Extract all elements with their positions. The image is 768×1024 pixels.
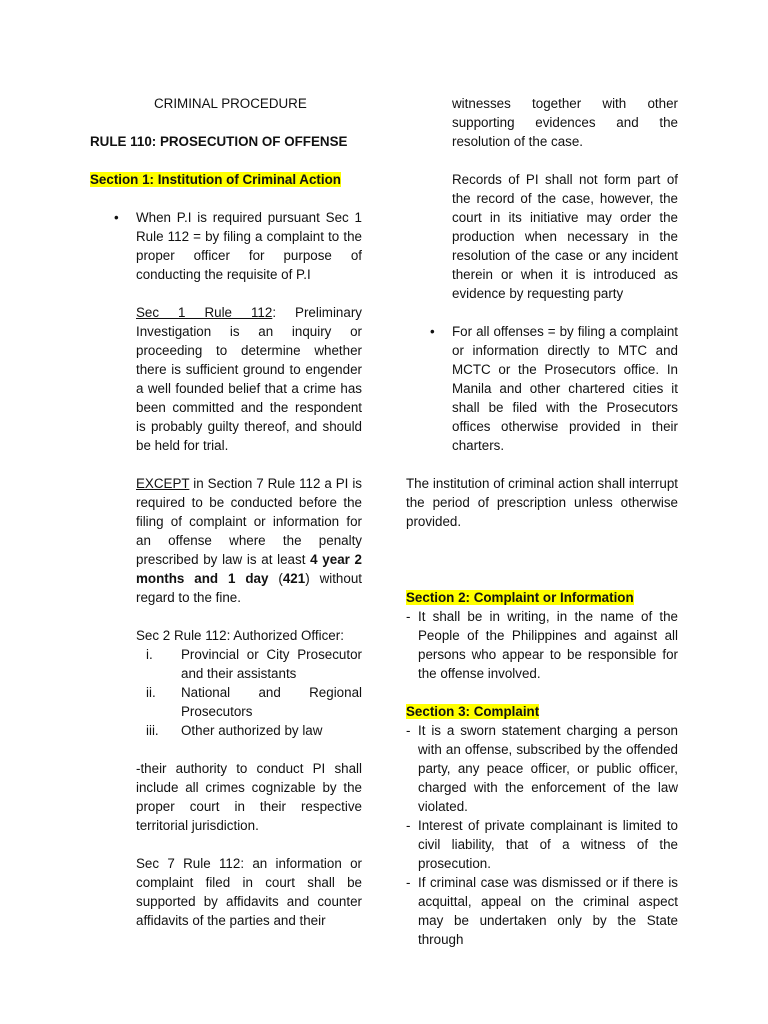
section-3-text: It is a sworn statement charging a person with an offense, subscribed by the offended party, any peace officer, or public officer, charged with the enforcement of the law violated. <box>418 723 678 814</box>
dash-marker: - <box>406 818 411 833</box>
section-3-text: Interest of private complainant is limited to civil liability, that of a witness of the prosecution. <box>418 818 678 871</box>
except-paragraph <box>90 474 362 607</box>
dash-marker: - <box>406 875 411 890</box>
bullet-icon: • <box>430 324 435 339</box>
officer-num: ii. <box>146 685 156 700</box>
continuation-paragraph: witnesses together with other supporting evidences and the resolution of the case. <box>452 96 678 149</box>
sec1-rule112-label: Sec 1 Rule 112 <box>136 305 273 320</box>
left-column <box>90 94 362 930</box>
officer-item <box>90 645 362 683</box>
except-421: 421 <box>282 571 306 586</box>
officer-item <box>90 721 362 740</box>
section-2-text: It shall be in writing, in the name of the People of the Philippines and against all persons who appear to be responsible for the offense involved. <box>418 609 678 681</box>
section-3-heading <box>406 702 678 721</box>
section-3-item <box>406 721 678 816</box>
except-penalty: 4 year 2 months and 1 day <box>136 552 363 586</box>
institution-paragraph: The institution of criminal action shall interrupt the period of prescription unless otherwise provided. <box>406 476 678 529</box>
section-3-text: If criminal case was dismissed or if there is acquittal, appeal on the criminal aspect may be undertaken only by the State through <box>418 875 678 947</box>
section-1-heading <box>90 170 362 189</box>
bullet-when-pi-required <box>90 208 362 284</box>
sec1-rule112-paragraph <box>90 303 362 455</box>
section-2-heading <box>406 588 678 607</box>
bullet-text: For all offenses = by filing a complaint or information directly to MTC and MCTC or the Prosecutors office. In Manila and other chartered cities it shall be filed with the Prosecutors offices otherwise provided in their charters. <box>452 324 678 453</box>
officer-text: Provincial or City Prosecutor and their assistants <box>181 647 362 681</box>
officer-num: i. <box>146 647 153 662</box>
officer-text: National and Regional Prosecutors <box>181 685 362 719</box>
sec1-rule112-text: : Preliminary Investigation is an inquiry or proceeding to determine whether there is sufficient ground to engender a well founded belief that a crime has been committed and the respondent is probably guilty thereof, and should be held for trial. <box>136 305 362 453</box>
officer-text: Other authorized by law <box>181 723 323 738</box>
officer-item <box>90 683 362 721</box>
section-3-item <box>406 873 678 949</box>
records-paragraph: Records of PI shall not form part of the record of the case, however, the court in its initiative may order the production when necessary in the resolution of the case or any incident therein or when it is introduced as evidence by requesting party <box>452 172 678 301</box>
bullet-text: When P.I is required pursuant Sec 1 Rule 112 = by filing a complaint to the proper officer for purpose of conducting the requisite of P.I <box>136 210 362 282</box>
authority-paragraph: -their authority to conduct PI shall include all crimes cognizable by the proper court in their respective territorial jurisdiction. <box>136 761 362 833</box>
rule-heading: RULE 110: PROSECUTION OF OFFENSE <box>90 134 348 149</box>
bullet-icon: • <box>114 210 119 225</box>
section-2-highlight: Section 2: Complaint or Information <box>406 590 634 605</box>
except-open: ( <box>268 571 283 586</box>
dash-marker: - <box>406 609 411 624</box>
except-label: EXCEPT <box>136 476 190 491</box>
section-3-highlight: Section 3: Complaint <box>406 704 540 719</box>
bullet-all-offenses <box>406 322 678 455</box>
section-2-item <box>406 607 678 683</box>
section-1-highlight: Section 1: Institution of Criminal Action <box>90 172 341 187</box>
document-title: CRIMINAL PROCEDURE <box>154 96 307 111</box>
sec2-rule112-heading: Sec 2 Rule 112: Authorized Officer: <box>136 628 344 643</box>
officer-num: iii. <box>146 723 159 738</box>
sec7-paragraph: Sec 7 Rule 112: an information or complaint filed in court shall be supported by affidavits and counter affidavits of the parties and their <box>136 856 362 928</box>
except-text: in Section 7 Rule 112 a PI is required to be conducted before the filing of complaint or information for an offense where the penalty prescribed by law is at least <box>136 476 362 567</box>
except-close: ) without regard to the fine. <box>136 571 362 605</box>
dash-marker: - <box>406 723 411 738</box>
section-3-item <box>406 816 678 873</box>
right-column <box>406 94 678 949</box>
